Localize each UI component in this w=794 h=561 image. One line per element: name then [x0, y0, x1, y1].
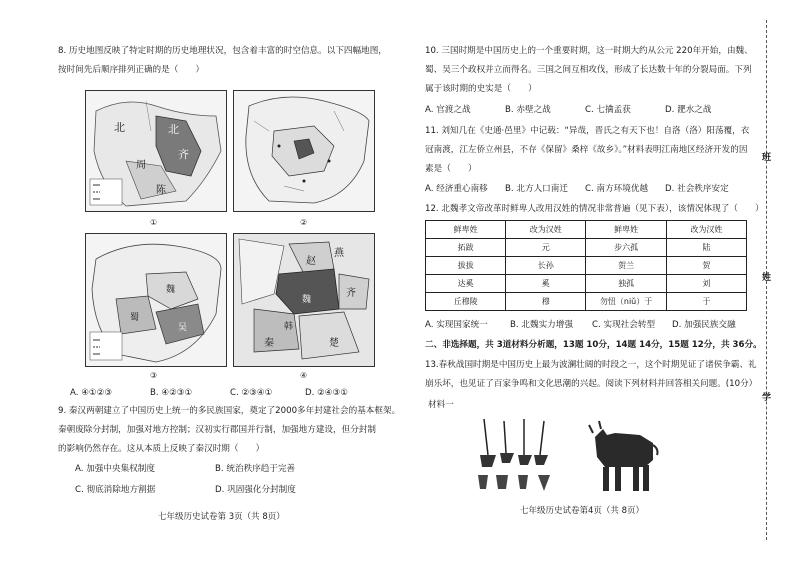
- table-row: [426, 257, 747, 275]
- iron-farming-tools-image: [470, 415, 570, 497]
- table-header: 改为汉姓: [666, 221, 746, 239]
- map4-label-chu: 楚: [329, 338, 339, 349]
- q8-option-d[interactable]: D. ②④③①: [305, 388, 348, 398]
- table-cell: 拓跋: [426, 239, 506, 257]
- table-cell: 于: [666, 293, 746, 311]
- table-header: 鲜卑姓: [586, 221, 666, 239]
- q10-option-d[interactable]: D. 淝水之战: [665, 105, 712, 115]
- surname-table: [425, 220, 747, 311]
- table-row: [426, 275, 747, 293]
- q9-stem-line3: 的影响仍然存在。这从本质上反映了秦汉时期（ ）: [58, 444, 265, 454]
- table-cell: 长孙: [506, 257, 586, 275]
- map4-label-han: 韩: [284, 322, 294, 332]
- table-cell: 勿忸（niǔ）于: [586, 293, 666, 311]
- map4-label-wei: 魏: [302, 295, 312, 305]
- q12-option-a[interactable]: A. 实现国家统一: [425, 320, 488, 330]
- material-one-label: 材料一: [428, 400, 454, 410]
- q11-stem-line1: 11. 刘知几在《史通·邑里》中记载：“异哉，晋氏之有天下也！自洛（洛）阳荡覆，衣: [425, 126, 750, 136]
- q12-option-b[interactable]: B. 北魏实力增强: [510, 320, 573, 330]
- map4-label-qin: 秦: [264, 338, 274, 349]
- map3-label-wei: 魏: [166, 285, 176, 295]
- q8-option-b[interactable]: B. ④②③①: [150, 388, 193, 398]
- map4-label-qi: 齐: [346, 288, 356, 299]
- table-cell: 贺兰: [586, 257, 666, 275]
- map3-label-shu: 蜀: [130, 313, 140, 323]
- q10-option-a[interactable]: A. 官渡之战: [425, 105, 471, 115]
- q12-stem: 12. 北魏孝文帝改革时鲜卑人改用汉姓的情况非常普遍（见下表），该情况体现了（ ）: [425, 204, 764, 214]
- left-page-footer: 七年级历史试卷第 3页（共 8页）: [158, 512, 285, 522]
- margin-char-school: 学: [762, 393, 772, 403]
- table-cell: 独孤: [586, 275, 666, 293]
- q10-stem-line2: 蜀、吴三个政权并立而得名。三国之间互相攻伐，形成了长达数十年的分裂局面。下列: [425, 65, 752, 75]
- q9-option-c[interactable]: C. 彻底消除地方割据: [75, 485, 156, 495]
- q8-option-c[interactable]: C. ②③④①: [230, 388, 273, 398]
- map1-number: ①: [150, 218, 158, 227]
- table-cell: 穆: [506, 293, 586, 311]
- q10-option-c[interactable]: C. 七擒孟获: [585, 105, 631, 115]
- map1-label-zhou: 周: [136, 160, 146, 171]
- map1-label-north2: 北: [168, 123, 179, 136]
- q11-option-c[interactable]: C. 南方环境优越: [585, 184, 649, 194]
- map1-label-chen: 陈: [156, 185, 166, 196]
- right-page-footer: 七年级历史试卷第4页（共 8页）: [520, 506, 645, 516]
- table-header: 改为汉姓: [506, 221, 586, 239]
- margin-char-name: 姓: [762, 273, 772, 283]
- historical-map-2: [233, 90, 375, 212]
- q10-option-b[interactable]: B. 赤壁之战: [505, 105, 551, 115]
- map1-label-north: 北: [114, 121, 125, 134]
- bronze-ox-vessel-image: [585, 415, 660, 497]
- q10-stem-line1: 10. 三国时期是中国历史上的一个重要时期，这一时期大约从公元 220年开始，由魏、: [425, 46, 753, 56]
- historical-map-3: [85, 233, 227, 367]
- q12-option-c[interactable]: C. 实现社会转型: [592, 320, 656, 330]
- q9-option-a[interactable]: A. 加强中央集权制度: [75, 464, 155, 474]
- q9-option-d[interactable]: D. 巩固强化分封制度: [215, 485, 296, 495]
- table-cell: 拔拔: [426, 257, 506, 275]
- table-row: [426, 239, 747, 257]
- q8-option-a[interactable]: A. ④①②③: [70, 388, 113, 398]
- q8-stem-line2: 按时间先后顺序排列正确的是（ ）: [58, 65, 205, 75]
- map3-number: ③: [150, 371, 158, 380]
- map4-number: ④: [300, 371, 308, 380]
- table-cell: 陆: [666, 239, 746, 257]
- table-cell: 丘穆陵: [426, 293, 506, 311]
- map4-label-yan: 燕: [334, 248, 344, 259]
- q11-option-b[interactable]: B. 北方人口南迁: [505, 184, 568, 194]
- map2-number: ②: [300, 218, 308, 227]
- q9-stem-line1: 9. 秦汉两朝建立了中国历史上统一的多民族国家，奠定了2000多年封建社会的基本框架。: [58, 406, 401, 416]
- q10-stem-line3: 属于该时期的史实是（ ）: [425, 84, 537, 94]
- q13-stem-line1: 13.春秋战国时期是中国历史上最为波澜壮阔的时段之一，这个时期见证了诸侯争霸、礼: [425, 360, 757, 370]
- map3-label-wu: 吴: [178, 323, 188, 333]
- historical-map-1: [85, 90, 227, 212]
- table-cell: 贺: [666, 257, 746, 275]
- q13-stem-line2: 崩乐坏，也见证了百家争鸣和文化思潮的兴起。阅读下列材料并回答相关问题。(10分）: [425, 379, 758, 389]
- margin-char-class: 班: [762, 153, 772, 163]
- table-cell: 元: [506, 239, 586, 257]
- q8-stem-line1: 8. 历史地图反映了特定时期的历史地理状况，包含着丰富的时空信息。以下四幅地图，: [58, 46, 387, 56]
- q11-stem-line3: 素是（ ）: [425, 164, 477, 174]
- q12-option-d[interactable]: D. 加强民族交融: [672, 320, 736, 330]
- q11-stem-line2: 冠南渡，江左侨立州县，不存《保留》桑梓《故乡》。”材料表明江南地区经济开发的因: [425, 145, 748, 155]
- table-header: 鲜卑姓: [426, 221, 506, 239]
- table-header-row: [426, 221, 747, 239]
- q11-option-d[interactable]: D. 社会秩序安定: [665, 184, 729, 194]
- table-row: [426, 293, 747, 311]
- q11-option-a[interactable]: A. 经济重心南移: [425, 184, 488, 194]
- table-cell: 奚: [506, 275, 586, 293]
- section-two-heading: 二、非选择题，共 3道材料分析题，13题 10分，14题 14分，15题 12分，共 36分。: [425, 340, 762, 350]
- map1-label-qi: 齐: [178, 148, 189, 161]
- q9-stem-line2: 秦朝废除分封制，加强对地方控制；汉初实行郡国并行制，加强地方建设，但分封制: [58, 425, 376, 435]
- map4-label-zhao: 赵: [306, 256, 316, 267]
- table-cell: 步六孤: [586, 239, 666, 257]
- table-cell: 刘: [666, 275, 746, 293]
- table-cell: 达奚: [426, 275, 506, 293]
- q9-option-b[interactable]: B. 统治秩序趋于完善: [215, 464, 296, 474]
- historical-map-4: [233, 233, 375, 367]
